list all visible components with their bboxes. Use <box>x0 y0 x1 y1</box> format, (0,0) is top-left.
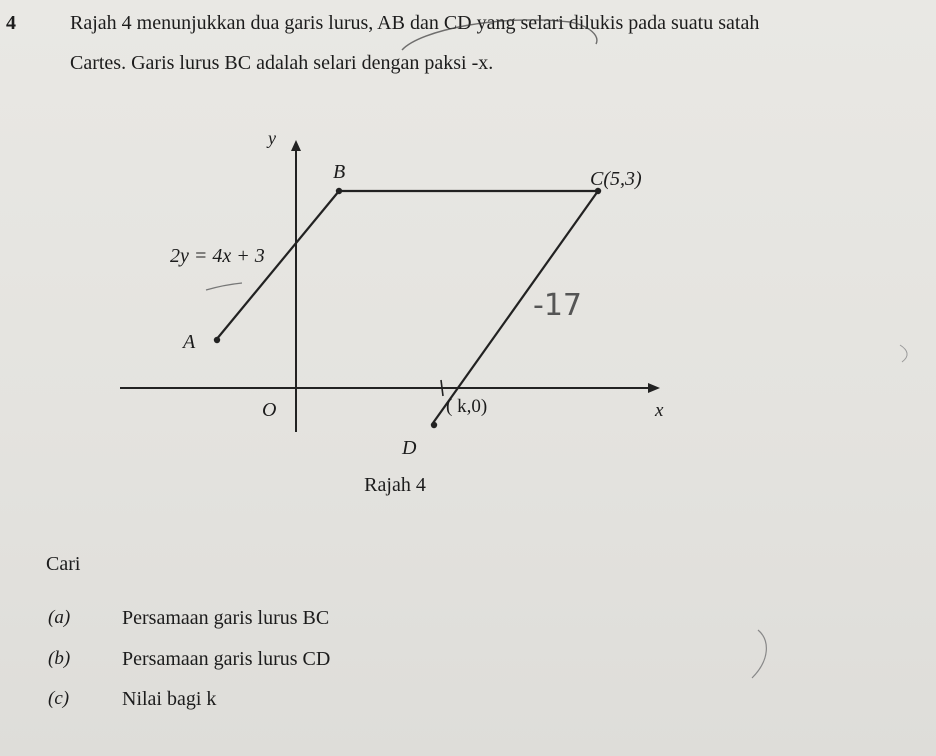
point-B-dot <box>336 188 342 194</box>
part-a-label: (a) <box>48 607 71 628</box>
pencil-stroke-mark <box>752 630 766 678</box>
point-A-label: A <box>183 331 196 353</box>
question-number: 4 <box>6 12 16 34</box>
pencil-arc-mark <box>402 20 597 50</box>
part-a-text: Persamaan garis lurus BC <box>122 607 330 629</box>
point-C-label: C(5,3) <box>590 168 642 190</box>
point-B-label: B <box>333 161 346 183</box>
intercept-label: ( k,0) <box>446 396 488 417</box>
point-A-dot <box>214 337 220 343</box>
handwritten-note: -17 <box>533 288 582 323</box>
y-axis-arrowhead <box>291 140 301 151</box>
question-text-line-1: Rajah 4 menunjukkan dua garis lurus, AB dan CD yang selari dilukis pada suatu satah <box>70 12 760 34</box>
question-text-line-2: Cartes. Garis lurus BC adalah selari dengan paksi -x. <box>70 52 494 74</box>
part-c-text: Nilai bagi k <box>122 688 217 710</box>
x-axis-label: x <box>655 400 664 421</box>
equation-label: 2y = 4x + 3 <box>170 245 265 267</box>
point-D-label: D <box>402 437 417 459</box>
part-b-label: (b) <box>48 648 71 669</box>
part-c-label: (c) <box>48 688 70 709</box>
k-tick <box>441 380 443 396</box>
y-axis-label: y <box>268 128 276 148</box>
x-axis-arrowhead <box>648 383 660 393</box>
origin-label: O <box>262 399 277 421</box>
pencil-stroke-mark <box>206 283 242 290</box>
pencil-stroke-mark <box>900 345 907 362</box>
part-b-text: Persamaan garis lurus CD <box>122 648 331 670</box>
figure-caption: Rajah 4 <box>364 474 426 496</box>
find-prompt: Cari <box>46 553 81 575</box>
point-D-dot <box>431 422 437 428</box>
